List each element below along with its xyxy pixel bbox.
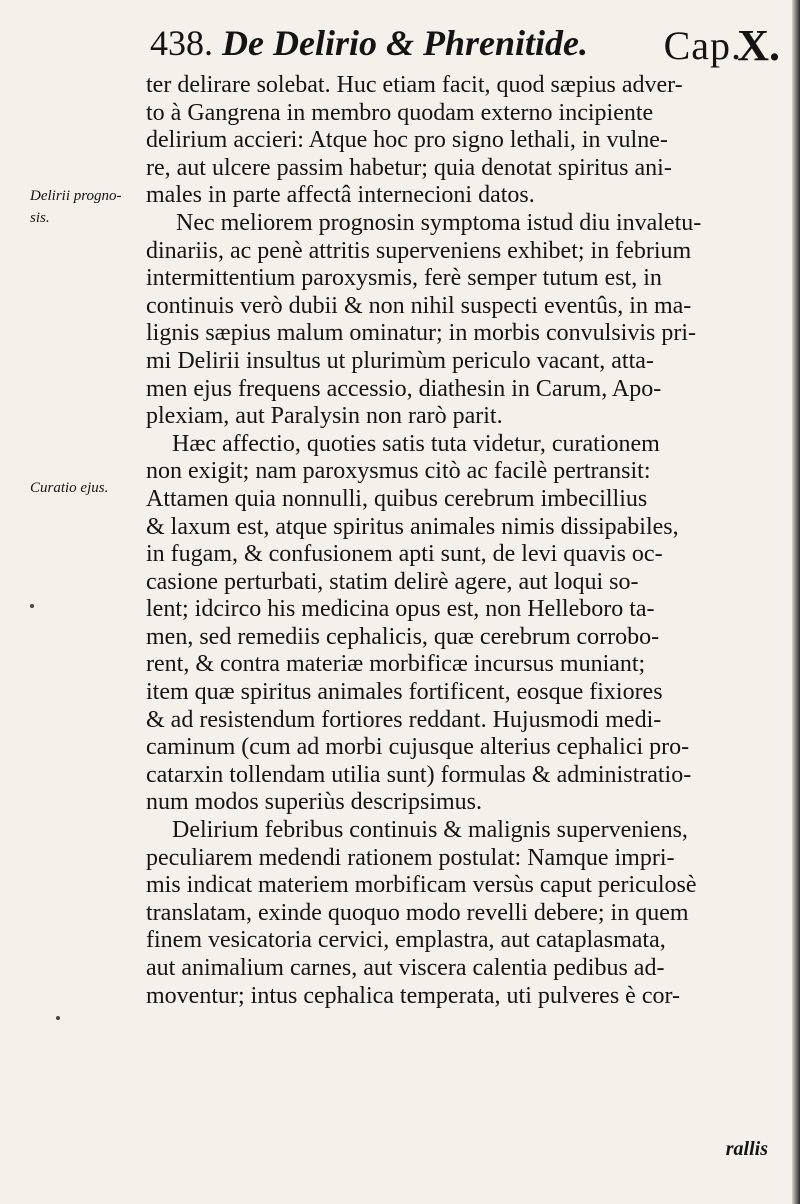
text-line: plexiam, aut Paralysin non rarò parit. xyxy=(146,403,503,430)
catchword: rallis xyxy=(725,1138,768,1160)
text-line: finem vesicatoria cervici, emplastra, aut cataplasmata, xyxy=(146,927,666,954)
text-line: rent, & contra materiæ morbificæ incursus muniant; xyxy=(146,651,646,678)
text-line: Nec meliorem prognosin symptoma istud diu invaletu- xyxy=(176,209,702,236)
chapter-number: X. xyxy=(737,21,780,70)
text-line: casione perturbati, statim delirè agere, aut loqui so- xyxy=(146,568,639,595)
running-title: De Delirio & Phrenitide. xyxy=(222,23,588,63)
text-line: & ad resistendum fortiores reddant. Hujusmodi medi- xyxy=(146,706,662,733)
chapter-label: Cap. xyxy=(663,23,742,68)
text-line: dinariis, ac penè attritis superveniens exhibet; in febrium xyxy=(146,237,692,264)
text-line: translatam, exinde quoquo modo revelli debere; in quem xyxy=(146,899,689,926)
text-line: aut animalium carnes, aut viscera calentia pedibus ad- xyxy=(146,955,665,981)
page-number: 438. xyxy=(150,23,213,63)
margin-note-prognosis-2: sis. xyxy=(30,210,50,226)
text-line: caminum (cum ad morbi cujusque alterius cephalici pro- xyxy=(146,734,690,761)
text-line: non exigit; nam paroxysmus citò ac facilè pertransit: xyxy=(146,458,651,485)
text-line: lignis sæpius malum ominatur; in morbis convulsivis pri- xyxy=(146,320,696,347)
text-line: mis indicat materiem morbificam versùs caput periculosè xyxy=(146,872,697,899)
body-text xyxy=(146,72,766,1010)
text-line: delirium accieri: Atque hoc pro signo lethali, in vulne- xyxy=(146,127,668,154)
text-line: moventur; intus cephalica temperata, uti pulveres è cor- xyxy=(146,982,680,1009)
text-line: mi Delirii insultus ut plurimùm periculo vacant, attа- xyxy=(146,347,654,374)
text-line: lent; idcirco his medicina opus est, non Helleboro ta- xyxy=(146,596,655,623)
margin-note-curatio: Curatio ejus. xyxy=(30,480,109,496)
page-edge-shadow xyxy=(792,0,800,1204)
text-line: men, sed remediis cephalicis, quæ cerebrum corrobo- xyxy=(146,623,660,650)
text-line: to à Gangrena in membro quodam externo incipiente xyxy=(146,99,654,126)
text-line: Delirium febribus continuis & malignis superveniens, xyxy=(172,817,688,844)
text-line: continuis verò dubii & non nihil suspecti eventûs, in ma- xyxy=(146,292,692,319)
text-line: ter delirare solebat. Huc etiam facit, quod sæpius adver- xyxy=(146,72,683,98)
text-line: Hæc affectio, quoties satis tuta videtur, curationem xyxy=(172,430,660,457)
text-line: re, aut ulcere passim habetur; quia denotat spiritus ani- xyxy=(146,154,672,181)
text-line: item quæ spiritus animales fortificent, eosque fixiores xyxy=(146,679,663,706)
text-line: catarxin tollendam utilia sunt) formulas & administratio- xyxy=(146,761,692,788)
text-line: in fugam, & confusionem apti sunt, de levi quavis oc- xyxy=(146,541,663,568)
text-line: & laxum est, atque spiritus animales nimis dissipabiles, xyxy=(146,513,679,540)
running-head xyxy=(150,22,790,78)
text-line: males in parte affectâ internecioni datos. xyxy=(146,182,535,209)
ink-speck xyxy=(56,1016,60,1020)
text-line: Attamen quia nonnulli, quibus cerebrum imbecillius xyxy=(146,485,648,512)
text-line: peculiarem medendi rationem postulat: Namque impri- xyxy=(146,844,675,871)
margin-note-prognosis-1: Delirii progno- xyxy=(30,188,122,204)
text-line: intermittentium paroxysmis, ferè semper tutum est, in xyxy=(146,265,662,292)
text-line: num modos superiùs descripsimus. xyxy=(146,789,482,816)
text-line: men ejus frequens accessio, diathesin in Carum, Apo- xyxy=(146,375,662,402)
ink-speck xyxy=(30,604,34,608)
